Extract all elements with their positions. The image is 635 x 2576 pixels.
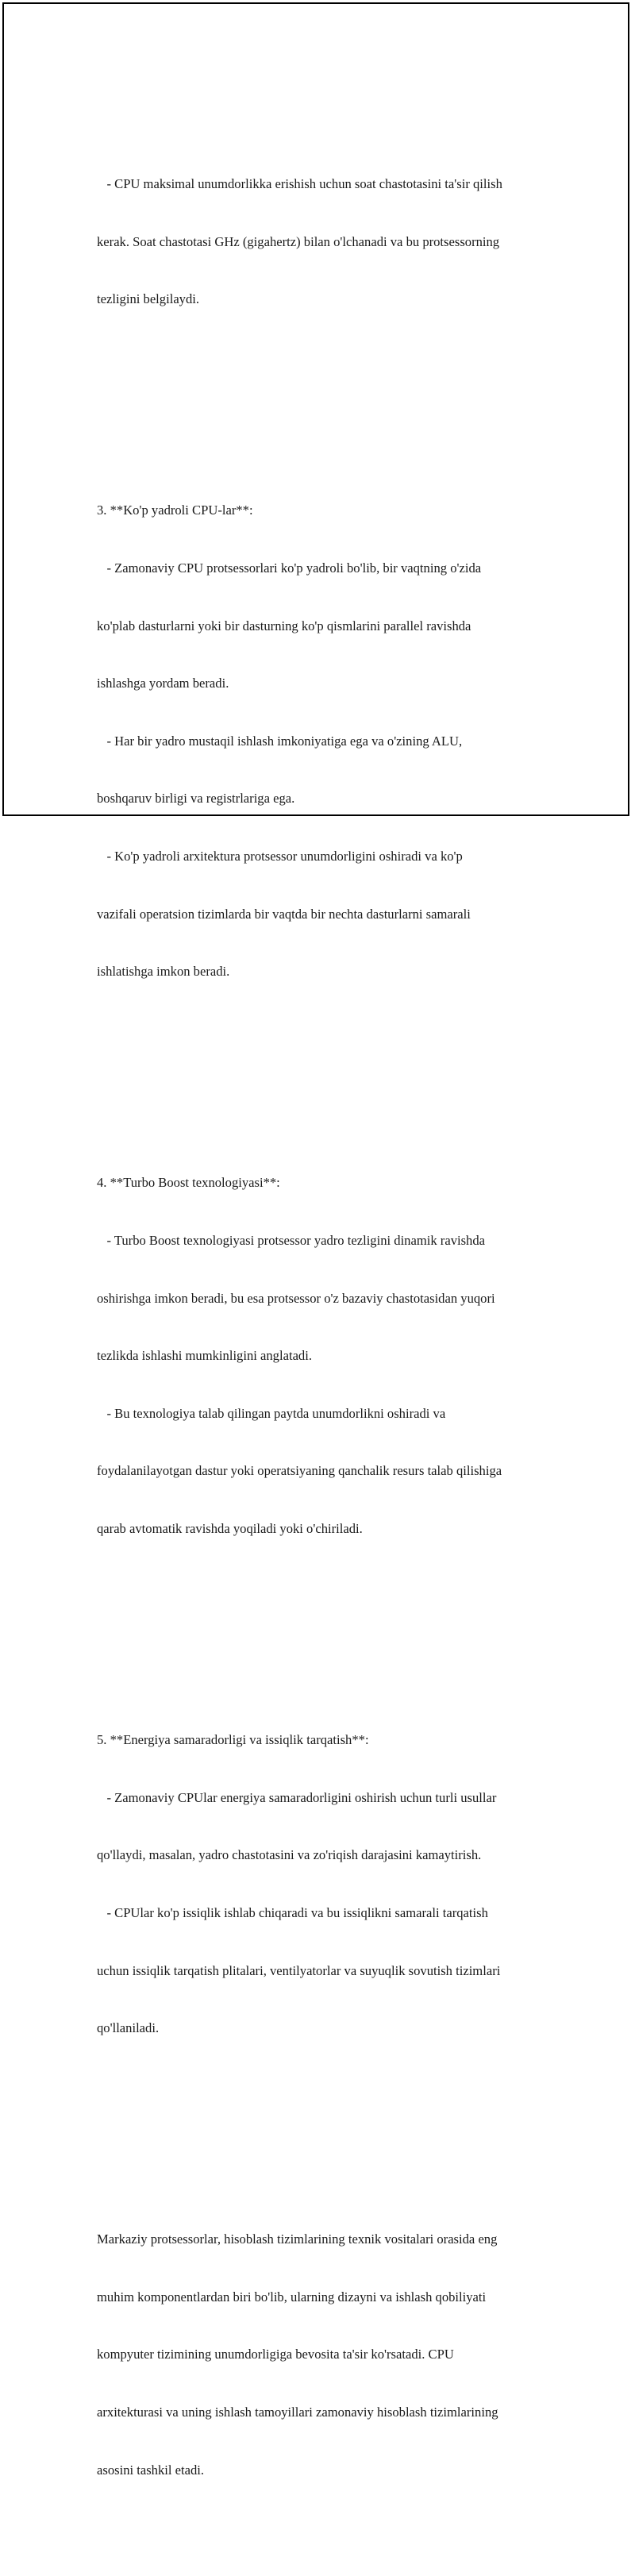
paragraph-gap	[97, 386, 557, 405]
paragraph-gap	[97, 1058, 557, 1077]
text-line: asosini tashkil etadi.	[97, 2462, 205, 2478]
section-heading: 3. **Ko'p yadroli CPU-lar**:	[97, 502, 253, 518]
document-body	[97, 79, 557, 2576]
text-line: boshqaruv birligi va registrlariga ega.	[97, 791, 295, 807]
text-line: qo'llaniladi.	[97, 2020, 160, 2036]
text-line: - Bu texnologiya talab qilingan paytda unumdorlikni oshiradi va	[97, 1405, 446, 1421]
text-line: qarab avtomatik ravishda yoqiladi yoki o'chiriladi.	[97, 1520, 363, 1536]
text-line: vazifali operatsion tizimlarda bir vaqtda bir nechta dasturlarni samarali	[97, 906, 471, 922]
text-line: tezlikda ishlashi mumkinligini anglatadi.	[97, 1348, 312, 1364]
section-heading: 5. **Energiya samaradorligi va issiqlik tarqatish**:	[97, 1732, 369, 1748]
text-line: - CPUlar ko'p issiqlik ishlab chiqaradi va bu issiqlikni samarali tarqatish	[97, 1904, 488, 1920]
page-frame	[2, 2, 629, 2478]
text-line: kompyuter tizimining unumdorligiga bevosita ta'sir ko'rsatadi. CPU	[97, 2347, 454, 2362]
paragraph-gap	[97, 1615, 557, 1635]
paragraph-gap	[97, 2115, 557, 2134]
text-line: ko'plab dasturlarni yoki bir dasturning ko'p qismlarini parallel ravishda	[97, 618, 471, 633]
text-line: uchun issiqlik tarqatish plitalari, ventilyatorlar va suyuqlik sovutish tizimlari	[97, 1962, 501, 1978]
text-line: oshirishga imkon beradi, bu esa protsessor o'z bazaviy chastotasidan yuqori	[97, 1290, 495, 1306]
text-line: - Turbo Boost texnologiyasi protsessor yadro tezligini dinamik ravishda	[97, 1232, 486, 1248]
text-line: Markaziy protsessorlar, hisoblash tizimlarining texnik vositalari orasida eng	[97, 2231, 498, 2247]
section-multicore	[97, 463, 557, 1020]
text-line: qo'llaydi, masalan, yadro chastotasini va zo'riqish darajasini kamaytirish.	[97, 1847, 482, 1863]
text-line: - Har bir yadro mustaqil ishlash imkoniyatiga ega va o'zining ALU,	[97, 733, 463, 749]
text-line: - CPU maksimal unumdorlikka erishish uchun soat chastotasini ta'sir qilish	[97, 176, 502, 192]
text-line: - Ko'p yadroli arxitektura protsessor unumdorligini oshiradi va ko'p	[97, 848, 463, 864]
paragraph-cpu-clock	[97, 137, 557, 348]
section-heading: 4. **Turbo Boost texnologiyasi**:	[97, 1175, 280, 1191]
text-line: ishlatishga imkon beradi.	[97, 964, 230, 980]
paragraph-conclusion	[97, 2192, 557, 2518]
section-energy-efficiency	[97, 1692, 557, 2077]
text-line: kerak. Soat chastotasi GHz (gigahertz) bilan o'lchanadi va bu protsessorning	[97, 233, 500, 249]
text-line: ishlashga yordam beradi.	[97, 676, 229, 691]
text-line: - Zamonaviy CPU protsessorlari ko'p yadroli bo'lib, bir vaqtning o'zida	[97, 560, 482, 576]
text-line: arxitekturasi va uning ishlash tamoyillari zamonaviy hisoblash tizimlarining	[97, 2405, 498, 2420]
text-line: foydalanilayotgan dastur yoki operatsiyaning qanchalik resurs talab qilishiga	[97, 1463, 502, 1479]
section-turbo-boost	[97, 1135, 557, 1577]
text-line: - Zamonaviy CPUlar energiya samaradorligini oshirish uchun turli usullar	[97, 1789, 497, 1805]
text-line: muhim komponentlardan biri bo'lib, ularning dizayni va ishlash qobiliyati	[97, 2289, 487, 2305]
text-line: tezligini belgilaydi.	[97, 291, 200, 307]
